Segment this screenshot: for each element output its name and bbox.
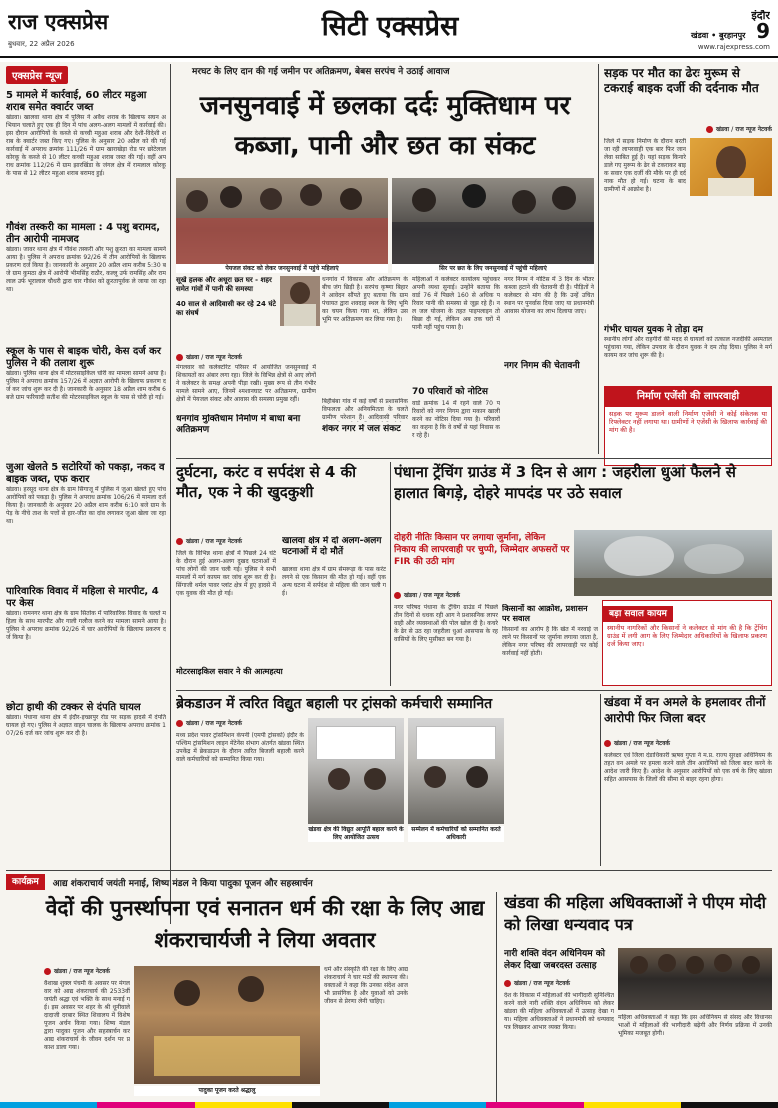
victim-photo [690, 138, 772, 196]
trenching-headline: पंधाना ट्रेंचिंग ग्राउंड में 3 दिन से आग : जहरीला धुआं फैलने से हालात बिगड़े, दोहरे मापदंड पर उठे सवाल [394, 463, 736, 502]
women-subhead: नारी शक्ति वंदन अधिनियम को लेकर दिखा जबरदस्त उत्साह [504, 949, 605, 971]
accident-subhead: मोटरसाइकिल सवार ने की आत्महत्या [176, 667, 283, 676]
brief-headline: छोटा हाथी की टक्कर से दंपति घायल [6, 702, 141, 713]
trenching-subhead: किसानों का आक्रोश, प्रशासन पर सवाल [502, 604, 588, 623]
trenching-body: किसानों का आरोप है कि खेत में नरवाई जलाने पर किसानों पर जुर्माना लगाया जाता है, लेकिन नगर परिषद की लापरवाही पर कोई कार्रवाई नहीं होती। [502, 626, 598, 657]
lead-body: वार्ड क्रमांक 14 में रहने वाले 70 परिवारों को नगर निगम द्वारा मकान खाली करने का नोटिस दिया गया है। परिवारों का कहना है कि वे वर्षों से यहां निवास कर रहे हैं। [412, 400, 500, 439]
lead-subcaption [176, 438, 316, 446]
power-body: मध्य प्रदेश पावर ट्रांसमिशन कंपनी (एमपी ट्रांसको) इंदौर के पश्चिम ट्रांसमिशन लाइन मेंटेनेंस संभाग अंतर्गत खंडवा स्थित उपकेंद्र में ब्रेकडाउन के दौरान त्वरित बिजली बहाली करने वाले कर्मचारियों को सम्मानित किया गया। [176, 732, 304, 763]
big-question-body: स्थानीय नागरिकों और किसानों ने कलेक्टर से मांग की है कि ट्रेंचिंग ग्राउंड में लगी आग के लिए जिम्मेदार अधिकारियों के खिलाफ प्रकरण दर्ज किया जाए। [607, 624, 767, 648]
accident-body: खालवा थाना क्षेत्र में ग्राम सेमरूड़ा के पास करंट लगने से एक किसान की मौत हो गई। वहीं एक अन्य घटना में सर्पदंश से महिला की जान चली गई। [282, 566, 386, 597]
lead-body: धनगांव में विकास और अतिक्रमण के बीच जंग छिड़ी है। सरपंच कृष्णा बिहार ने आवेदन सौंपते हुए बताया कि ग्राम पंचायत द्वारा शवदाह स्थल के लिए भूमि का चयन किया गया था, लेकिन उस भूमि पर अतिक्रमण कर लिया गया है। [322, 276, 408, 323]
lead-byline: खंडवा / राज न्यूज नेटवर्क [176, 352, 316, 362]
express-news-tag: एक्सप्रेस न्यूज [6, 66, 68, 84]
accident-subhead: खालवा क्षेत्र में दो अलग-अलग घटनाओं में दो मौतें [282, 536, 382, 557]
right-body-cont [604, 198, 772, 322]
lead-bullet: सूखे हलक और अधूरा छत घर - शहर समेत गांवों में पानी की समस्या [176, 276, 272, 293]
trenching-redline: दोहरी नीतिः किसान पर लगाया जुर्माना, लेकिन निकाय की लापरवाही पर चुप्पी, जिम्मेदार अफसरों पर FIR की उठी मांग [394, 533, 570, 567]
brief-body: खंडवा। रामनगर थाना क्षेत्र के ग्राम सितोक में पारिवारिक विवाद के चलते महिला के साथ मारपीट और गाली गलौज करने का मामला सामने आया है। पुलिस ने अपराध क्रमांक 92/26 में चार आरोपियों के खिलाफ प्रकरण दर्ज किया है। [6, 610, 166, 641]
lead-subhead: 70 परिवारों को नोटिस [412, 387, 488, 397]
lead-photo-right [392, 178, 594, 264]
lead-photo-left [176, 178, 388, 264]
event-body-cont [412, 966, 492, 1100]
agency-box-title: निर्माण एजेंसी की लापरवाही [605, 387, 771, 407]
byline-icon [394, 592, 401, 599]
right-byline: खंडवा / राज न्यूज नेटवर्क [604, 124, 772, 134]
women-photo [618, 948, 772, 1010]
byline-icon [604, 740, 611, 747]
event-tag: कार्यक्रम [6, 874, 45, 890]
power-photo-caption: खंडवा क्षेत्र की विद्युत आपूर्ति बहाल करने के लिए आयोजित उत्सव [308, 826, 404, 841]
sarpanch-photo [280, 276, 320, 326]
color-registration-strip [0, 1102, 778, 1108]
power-photo-left [308, 718, 404, 824]
editions-label: खंडवा • बुरहानपुर [690, 31, 746, 40]
agency-box [604, 386, 772, 466]
big-question-title: बड़ा सवाल कायम [603, 606, 673, 622]
lead-headline: जनसुनवाई में छलका दर्दः मुक्तिधाम पर कब्जा, पानी और छत का संकट [199, 91, 571, 161]
masthead [0, 0, 778, 62]
power-headline: ब्रेकडाउन में त्वरित विद्युत बहाली पर ट्रांसको कर्मचारी सम्मानित [176, 696, 493, 712]
lead-body: नगर निगम ने नोटिस में 3 दिन के भीतर कब्जा हटाने की चेतावनी दी है। पीड़ितों ने कलेक्टर से मांग की है कि उन्हें उचित स्थान पर पुनर्वास दिया जाए या प्रधानमंत्री आवास योजना का लाभ दिलाया जाए। [504, 276, 594, 315]
brief-body: खंडवा। खालवा थाना क्षेत्र में पुलिस ने अवैध शराब के खिलाफ सघन अभियान चलाते हुए एक ही दिन में पांच अलग-अलग मामलों में कार्रवाई की। इस दौरान आरोपियों के कब्जे से कच्ची महुआ शराब और देशी-विदेशी शराब के क्वार्टर जब्त किए गए। पुलिस के अनुसार 20 अप्रैल को की गई कार्रवाई में अपराध क्रमांक 111/26 में ग्राम खाराखेड़ा रोड पर छोटेलाल कोरकू के कब्जे से 10 लीटर कच्ची महुआ शराब जब्त की गई। वहीं अपराध क्रमांक 112/26 में ग्राम झारखिंडा के जंगल क्षेत्र में रामलाल कोरकू के पास से 12 लीटर महुआ शराब बरामद हुई। [6, 114, 166, 177]
event-kicker: आद्य शंकराचार्य जयंती मनाई, शिष्य मंडल ने किया पादुका पूजन और सहस्त्रार्चन [52, 878, 313, 889]
lead-body-end [504, 374, 594, 446]
lead-subhead: धनगांव मुक्तिधाम निर्माण में बाधा बना अतिक्रमण [176, 414, 301, 435]
lead-body: मंगलवार को कलेक्टोरेट परिसर में आयोजित जनसुनवाई में शिकायतों का अंबार लगा रहा। जिले के विभिन्न क्षेत्रों से आए लोगों ने कलेक्टर के समक्ष अपनी पीड़ा रखी। मुख्य रूप से तीन गंभीर मामले सामने आए, जिनमें श्मशानघाट पर अतिक्रमण, ग्रामीण क्षेत्रों में पेयजल संकट और आवास की समस्या प्रमुख रहीं। [176, 364, 316, 403]
right-body: स्थानीय लोगों और राहगीरों की मदद से घायलों को तत्काल नजदीकी अस्पताल पहुंचाया गया, लेकिन उपचार के दौरान युवक ने दम तोड़ दिया। पुलिस ने मर्ग कायम कर जांच शुरू की है। [604, 336, 772, 359]
brief-body: खंडवा। हरसूद थाना क्षेत्र के ग्राम सिंगाजू में पुलिस ने जुआ खेलते हुए पांच आरोपियों को पकड़ा है। पुलिस ने अपराध क्रमांक 106/26 में मामला दर्ज किया है। जानकारी के अनुसार 20 अप्रैल शाम करीब 6:10 बजे ग्राम के पेड़ के नीचे ताश के पत्तों से हार-जीत का दांव लगाकर जुआ खेला जा रहा था। [6, 486, 166, 525]
lead-body: महिलाओं ने कलेक्टर कार्यालय पहुंचकर अपनी व्यथा सुनाई। उन्होंने बताया कि वार्ड 76 में पिछले 160 से अधिक परिवार पानी की समस्या से जूझ रहे हैं। नल जल योजना के तहत पाइपलाइन तो बिछा दी गई, लेकिन अब तक घरों में पानी नहीं पहुंच पाया है। [412, 276, 500, 331]
event-photo [134, 966, 320, 1084]
issue-date: बुधवार, 22 अप्रैल 2026 [8, 40, 75, 48]
accident-body: जिले के विभिन्न थाना क्षेत्रों में पिछले 24 घंटे के दौरान हुई अलग-अलग दुखद घटनाओं में पांच लोगों की जान चली गई। पुलिस ने सभी मामलों में मर्ग कायम कर जांच शुरू कर दी है। सिंगाजी थर्मल पावर प्लांट क्षेत्र में हुए हादसे में एक युवक की मौत हो गई। [176, 550, 276, 597]
power-body-cont [508, 718, 596, 864]
masthead-right [600, 10, 770, 58]
lead-kicker: मरघट के लिए दान की गई जमीन पर अतिक्रमण, बेबस सरपंच ने उठाई आवाज [192, 67, 450, 77]
power-photo-right [408, 718, 504, 824]
lead-photo-caption: पेयजल संकट को लेकर जनसुनवाई में पहुंचे महिलाएं [176, 264, 388, 273]
brief-headline: जुआ खेलते 5 सटोरियों को पकड़ा, नकद व बाइक जब्त, एफ करार [6, 462, 165, 485]
byline-icon [504, 980, 511, 987]
lead-subhead: नगर निगम की चेतावनी [504, 361, 580, 371]
brief-headline: गौवंश तस्करी का मामला : 4 पशु बरामद, तीन आरोपी नामजद [6, 222, 161, 245]
accident-headline: दुर्घटना, करंट व सर्पदंश से 4 की मौत, एक ने की खुदकुशी [176, 463, 356, 501]
byline-icon [706, 126, 713, 133]
agency-box-body: सड़क पर मुरूम डालने वाली निर्माण एजेंसी ने कोई संकेतक या रिफ्लेक्टर नहीं लगाया था। ग्रामीणों ने एजेंसी के खिलाफ कार्रवाई की मांग की है। [609, 410, 767, 434]
women-body: महिला अधिवक्ताओं ने कहा कि इस अधिनियम से संसद और विधानसभाओं में महिलाओं की भागीदारी बढ़ेगी और निर्णय प्रक्रिया में उनकी भूमिका मजबूत होगी। [618, 1014, 772, 1037]
trenching-byline: खंडवा / राज न्यूज नेटवर्क [394, 590, 544, 600]
lead-bullet: 40 साल से आदिवासी कर रहे 24 घंटे का संघर्ष [176, 300, 276, 317]
event-headline: वेदों की पुनर्स्थापना एवं सनातन धर्म की रक्षा के लिए आद्य शंकराचार्यजी ने लिया अवतार [45, 896, 485, 952]
women-headline: खंडवा की महिला अधिवक्ताओं ने पीएम मोदी को लिखा धन्यवाद पत्र [504, 893, 766, 934]
brief-headline: पारिवारिक विवाद में महिला से मारपीट, 4 पर केस [6, 586, 159, 609]
right-body: जिले में सड़क निर्माण के दौरान बरती जा रही लापरवाही एक बार फिर जानलेवा साबित हुई है। यहां सड़क किनारे डाले गए मुरूम के ढेर से टकराकर बाइक सवार एक दर्जी की मौके पर ही दर्दनाक मौत हो गई। घटना के बाद ग्रामीणों में आक्रोश है। [604, 138, 686, 193]
city-name: इंदौर [751, 10, 770, 22]
accident-byline: खंडवा / राज न्यूज नेटवर्क [176, 536, 296, 546]
power-photo-caption: सम्मेलन में कर्मचारियों को सम्मानित करते अधिकारी [408, 826, 504, 842]
masthead-left [8, 8, 178, 48]
big-question-box [602, 600, 772, 686]
trenching-photo [574, 530, 772, 596]
lead-body: बिहीबंबा गांव में कई वर्षों से प्रशासनिक विफलता और अनियमितता के चलते ग्रामीण परेशान हैं। आदिवासी परिवार [322, 398, 408, 421]
lead-photo-caption: सिर पर छत के लिए जनसुनवाई में पहुंची महिलाएं [392, 264, 594, 273]
left-column [6, 64, 166, 924]
website: www.rajexpress.com [697, 43, 770, 51]
byline-icon [176, 720, 183, 727]
brief-headline: 5 मामले में कार्रवाई, 60 लीटर महुआ शराब समेत क्वार्टर जब्त [6, 90, 147, 113]
lead-bullets [176, 276, 276, 350]
brief-body: खंडवा। पंधाना थाना क्षेत्र में इंदौर-इच्छापुर रोड पर सड़क हादसे में दंपति घायल हो गए। पुलिस ने अज्ञात वाहन चालक के खिलाफ अपराध क्रमांक 107/26 दर्ज कर जांच शुरू कर दी है। [6, 714, 166, 737]
forest-headline: खंडवा में वन अमले के हमलावर तीनों आरोपी फिर जिला बदर [604, 695, 766, 725]
page-number: 9 [756, 19, 770, 43]
brief-body: खंडवा। पुलिस थाना क्षेत्र में मोटरसाइकिल चोरी का मामला सामने आया है। पुलिस ने अपराध क्रमांक 157/26 में अज्ञात आरोपी के खिलाफ प्रकरण दर्ज कर जांच शुरू कर दी है। जानकारी के अनुसार 18 अप्रैल शाम करीब 6 बजे ग्राम फरियादी सतीश की मोटरसाइकिल स्कूल के पास से चोरी हो गई। [6, 370, 166, 401]
event-byline: खंडवा / राज न्यूज नेटवर्क [44, 966, 194, 976]
lead-subhead: शंकर नगर में जल संकट [322, 424, 401, 434]
right-headline: सड़क पर मौत का ढेरः मुरूम से टकराई बाइक दर्जी की दर्दनाक मौत [604, 66, 759, 95]
event-strip [6, 874, 772, 890]
power-byline: खंडवा / राज न्यूज नेटवर्क [176, 718, 296, 728]
event-body: धर्म और संस्कृति की रक्षा के लिए आद्य शंकराचार्य ने चार मठों की स्थापना की। वक्ताओं ने कहा कि उनका संदेश आज भी प्रासंगिक है और युवाओं को उनके जीवन से प्रेरणा लेनी चाहिए। [324, 966, 408, 1005]
forest-body: कलेक्टर एवं जिला दंडाधिकारी ऋषव गुप्ता ने म.प्र. राज्य सुरक्षा अधिनियम के तहत वन अमले पर हमला करने वाले तीन आरोपियों को जिला बदर करने के आदेश जारी किए हैं। आदेश के अनुसार आरोपियों को एक वर्ष के लिए खंडवा सहित आसपास के जिलों की सीमा से बाहर रहना होगा। [604, 752, 772, 783]
brief-body: खंडवा। जावर थाना क्षेत्र में गौवंश तस्करी और पशु क्रूरता का मामला सामने आया है। पुलिस ने अपराध क्रमांक 92/26 में तीन आरोपियों के खिलाफ प्रकरण दर्ज किया है। जानकारी के अनुसार 20 अप्रैल शाम करीब 5:30 बजे ग्राम कुमठा क्षेत्र में आरोपी भीमसिंह राठौर, कल्लू उर्फ रामसिंह और रामलाल उर्फ भूरालाल चौधरी द्वारा चार गौवंश को क्रूरतापूर्वक ले जाया जा रहा था। [6, 246, 166, 293]
women-body: देश के विकास में महिलाओं की भागीदारी सुनिश्चित करने वाले नारी शक्ति वंदन अधिनियम को लेकर खंडवा की महिला अधिवक्ताओं में उत्साह देखा गया। महिला अधिवक्ताओं ने प्रधानमंत्री को धन्यवाद पत्र लिखकर आभार व्यक्त किया। [504, 992, 614, 1031]
event-photo-caption: पादुका पूजन करते श्रद्धालु [134, 1086, 320, 1096]
byline-icon [44, 968, 51, 975]
right-subhead: गंभीर घायल युवक ने तोड़ा दम [604, 325, 703, 334]
byline-icon [176, 538, 183, 545]
brief-headline: स्कूल के पास से बाइक चोरी, केस दर्ज कर पुलिस ने की तलाश शुरू [6, 346, 161, 369]
paper-title: राज एक्सप्रेस [8, 10, 109, 34]
women-byline: खंडवा / राज न्यूज नेटवर्क [504, 978, 614, 988]
trenching-body: नगर परिषद पंधाना के ट्रेंचिंग ग्राउंड में पिछले तीन दिनों से धधक रही आग ने प्रशासनिक लापरवाही और व्यवस्थाओं की पोल खोल दी है। कचरे के ढेर से उठ रहा जहरीला धुआं आसपास के रहवासियों के लिए मुसीबत बन गया है। [394, 604, 498, 643]
event-body: वैशाख शुक्ल पंचमी के अवसर पर मंगलवार को आद्य शंकराचार्य की 2533वीं जयंती श्रद्धा एवं भक्ति के साथ मनाई गई। इस अवसर पर शहर के श्री धूनीवाले दादाजी दरबार स्थित शिवालय में विशेष पूजन अर्चन किया गया। शिष्य मंडल द्वारा पादुका पूजन और सहस्त्रार्चन कर आद्य शंकराचार्य के जीवन दर्शन पर प्रकाश डाला गया। [44, 980, 130, 1051]
forest-byline: खंडवा / राज न्यूज नेटवर्क [604, 738, 772, 748]
section-title: सिटी एक्सप्रेस [321, 11, 459, 42]
byline-icon [176, 354, 183, 361]
